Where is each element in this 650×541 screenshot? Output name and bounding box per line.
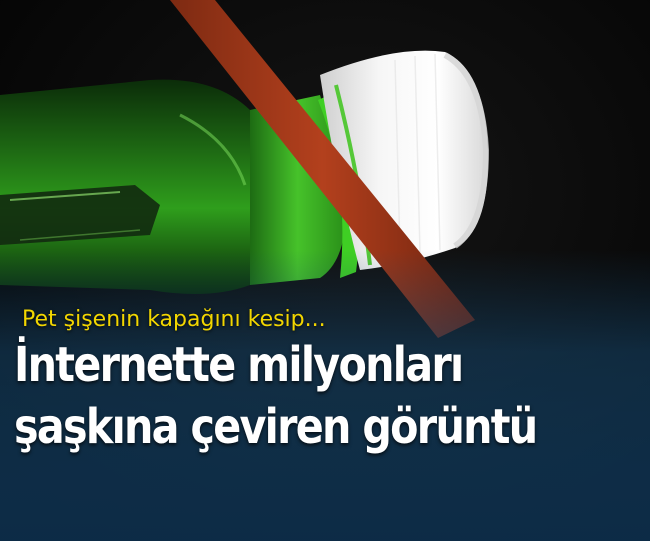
headline[interactable] [14, 334, 536, 458]
headline-line-1: İnternette milyonları [14, 337, 463, 393]
headline-line-2: şaşkına çeviren görüntü [14, 399, 537, 455]
kicker-text: Pet şişenin kapağını kesip... [22, 307, 326, 332]
